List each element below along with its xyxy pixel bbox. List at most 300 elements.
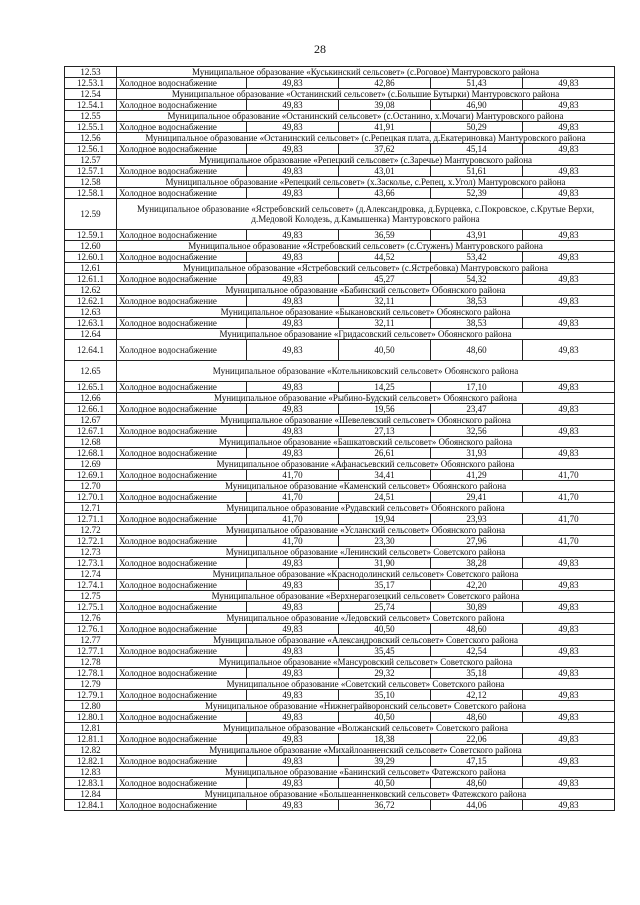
service-name: Холодное водоснабжение — [117, 252, 247, 263]
tariff-value-3: 51,43 — [431, 78, 523, 89]
tariff-row — [65, 426, 615, 437]
tariff-value-3: 44,06 — [431, 800, 523, 811]
row-number: 12.66 — [65, 393, 117, 404]
row-number: 12.82 — [65, 745, 117, 756]
municipality-title: Муниципальное образование «Советский сельсовет» Советского района — [117, 679, 615, 690]
municipality-title: Муниципальное образование «Верхнерагозецкий сельсовет» Советского района — [117, 591, 615, 602]
tariff-value-4: 49,83 — [523, 296, 615, 307]
tariff-row — [65, 404, 615, 415]
municipality-row — [65, 613, 615, 624]
tariff-row — [65, 492, 615, 503]
municipality-title: Муниципальное образование «Быкановский сельсовет» Обоянского района — [117, 307, 615, 318]
row-number: 12.55.1 — [65, 122, 117, 133]
tariff-value-4: 49,83 — [523, 274, 615, 285]
tariff-value-3: 29,41 — [431, 492, 523, 503]
municipality-row — [65, 329, 615, 340]
row-number: 12.61.1 — [65, 274, 117, 285]
tariff-value-4: 49,83 — [523, 382, 615, 393]
service-name: Холодное водоснабжение — [117, 514, 247, 525]
row-number: 12.56 — [65, 133, 117, 144]
tariff-value-2: 25,74 — [339, 602, 431, 613]
row-number: 12.83 — [65, 767, 117, 778]
tariff-value-3: 48,60 — [431, 778, 523, 789]
municipality-title: Муниципальное образование «Шевелевский сельсовет» Обоянского района — [117, 415, 615, 426]
service-name: Холодное водоснабжение — [117, 382, 247, 393]
row-number: 12.62.1 — [65, 296, 117, 307]
tariff-value-2: 27,13 — [339, 426, 431, 437]
tariff-value-2: 19,94 — [339, 514, 431, 525]
tariff-value-2: 40,50 — [339, 340, 431, 361]
service-name: Холодное водоснабжение — [117, 778, 247, 789]
row-number: 12.81 — [65, 723, 117, 734]
municipality-title: Муниципальное образование «Репецкий сельсовет» (с.Заречье) Мантуровского района — [117, 155, 615, 166]
municipality-row — [65, 67, 615, 78]
municipality-row — [65, 547, 615, 558]
tariff-value-2: 42,86 — [339, 78, 431, 89]
tariff-value-4: 49,83 — [523, 252, 615, 263]
municipality-title: Муниципальное образование «Котельниковский сельсовет» Обоянского района — [117, 361, 615, 382]
tariff-row — [65, 382, 615, 393]
row-number: 12.68.1 — [65, 448, 117, 459]
tariff-row — [65, 734, 615, 745]
tariff-value-1: 49,83 — [247, 756, 339, 767]
service-name: Холодное водоснабжение — [117, 426, 247, 437]
tariff-value-3: 48,60 — [431, 624, 523, 635]
municipality-row — [65, 789, 615, 800]
municipality-title: Муниципальное образование «Останинский сельсовет» (с.Большие Бутырки) Мантуровского района — [117, 89, 615, 100]
municipality-row — [65, 723, 615, 734]
tariff-value-4: 49,83 — [523, 558, 615, 569]
tariff-row — [65, 778, 615, 789]
tariff-row — [65, 756, 615, 767]
tariff-value-2: 23,30 — [339, 536, 431, 547]
tariff-value-1: 49,83 — [247, 252, 339, 263]
row-number: 12.75 — [65, 591, 117, 602]
service-name: Холодное водоснабжение — [117, 448, 247, 459]
municipality-row — [65, 679, 615, 690]
municipality-row — [65, 591, 615, 602]
municipality-row — [65, 701, 615, 712]
tariff-row — [65, 122, 615, 133]
municipality-row — [65, 767, 615, 778]
row-number: 12.59 — [65, 199, 117, 230]
row-number: 12.57.1 — [65, 166, 117, 177]
tariff-table — [64, 66, 615, 811]
row-number: 12.77 — [65, 635, 117, 646]
tariff-row — [65, 318, 615, 329]
tariff-value-2: 39,29 — [339, 756, 431, 767]
tariff-value-2: 40,50 — [339, 712, 431, 723]
tariff-value-2: 36,59 — [339, 230, 431, 241]
tariff-value-3: 53,42 — [431, 252, 523, 263]
municipality-title: Муниципальное образование «Волжанский сельсовет» Советского района — [117, 723, 615, 734]
tariff-value-1: 49,83 — [247, 668, 339, 679]
tariff-value-3: 52,39 — [431, 188, 523, 199]
row-number: 12.70.1 — [65, 492, 117, 503]
row-number: 12.74.1 — [65, 580, 117, 591]
service-name: Холодное водоснабжение — [117, 580, 247, 591]
municipality-row — [65, 459, 615, 470]
service-name: Холодное водоснабжение — [117, 78, 247, 89]
tariff-value-1: 49,83 — [247, 166, 339, 177]
tariff-value-3: 46,90 — [431, 100, 523, 111]
tariff-row — [65, 144, 615, 155]
municipality-title: Муниципальное образование «Останинский сельсовет» (с.Останино, х.Мочаги) Мантуровского района — [117, 111, 615, 122]
row-number: 12.75.1 — [65, 602, 117, 613]
tariff-value-4: 49,83 — [523, 188, 615, 199]
tariff-value-3: 23,47 — [431, 404, 523, 415]
tariff-row — [65, 340, 615, 361]
tariff-value-4: 49,83 — [523, 122, 615, 133]
municipality-row — [65, 361, 615, 382]
row-number: 12.60.1 — [65, 252, 117, 263]
row-number: 12.71.1 — [65, 514, 117, 525]
tariff-value-1: 49,83 — [247, 734, 339, 745]
tariff-value-3: 42,54 — [431, 646, 523, 657]
tariff-row — [65, 166, 615, 177]
tariff-value-4: 49,83 — [523, 624, 615, 635]
tariff-value-2: 41,91 — [339, 122, 431, 133]
tariff-value-4: 49,83 — [523, 100, 615, 111]
tariff-value-1: 49,83 — [247, 778, 339, 789]
row-number: 12.65.1 — [65, 382, 117, 393]
tariff-value-4: 49,83 — [523, 404, 615, 415]
tariff-value-4: 41,70 — [523, 536, 615, 547]
tariff-value-2: 29,32 — [339, 668, 431, 679]
municipality-title: Муниципальное образование «Мансуровский сельсовет» Советского района — [117, 657, 615, 668]
tariff-row — [65, 602, 615, 613]
municipality-row — [65, 481, 615, 492]
tariff-row — [65, 252, 615, 263]
tariff-row — [65, 296, 615, 307]
tariff-value-4: 49,83 — [523, 230, 615, 241]
municipality-title: Муниципальное образование «Ленинский сельсовет» Советского района — [117, 547, 615, 558]
tariff-value-1: 49,83 — [247, 558, 339, 569]
row-number: 12.76 — [65, 613, 117, 624]
tariff-value-3: 17,10 — [431, 382, 523, 393]
tariff-value-4: 49,83 — [523, 340, 615, 361]
tariff-value-2: 34,41 — [339, 470, 431, 481]
tariff-value-2: 35,10 — [339, 690, 431, 701]
service-name: Холодное водоснабжение — [117, 734, 247, 745]
tariff-value-1: 49,83 — [247, 122, 339, 133]
municipality-title: Муниципальное образование «Гридасовский сельсовет» Обоянского района — [117, 329, 615, 340]
municipality-title: Муниципальное образование «Башкатовский сельсовет» Обоянского района — [117, 437, 615, 448]
row-number: 12.69 — [65, 459, 117, 470]
tariff-row — [65, 448, 615, 459]
tariff-value-2: 19,56 — [339, 404, 431, 415]
municipality-row — [65, 285, 615, 296]
row-number: 12.63.1 — [65, 318, 117, 329]
row-number: 12.60 — [65, 241, 117, 252]
tariff-value-4: 49,83 — [523, 448, 615, 459]
service-name: Холодное водоснабжение — [117, 340, 247, 361]
tariff-value-4: 49,83 — [523, 426, 615, 437]
municipality-row — [65, 155, 615, 166]
municipality-title: Муниципальное образование «Репецкий сельсовет» (х.Засколье, с.Репец, х.Угол) Мантуровского района — [117, 177, 615, 188]
service-name: Холодное водоснабжение — [117, 690, 247, 701]
service-name: Холодное водоснабжение — [117, 274, 247, 285]
service-name: Холодное водоснабжение — [117, 144, 247, 155]
municipality-title: Муниципальное образование «Краснодолинский сельсовет» Советского района — [117, 569, 615, 580]
row-number: 12.73.1 — [65, 558, 117, 569]
municipality-row — [65, 503, 615, 514]
tariff-value-4: 49,83 — [523, 778, 615, 789]
municipality-row — [65, 263, 615, 274]
row-number: 12.81.1 — [65, 734, 117, 745]
tariff-value-1: 49,83 — [247, 78, 339, 89]
row-number: 12.82.1 — [65, 756, 117, 767]
municipality-row — [65, 745, 615, 756]
tariff-value-3: 42,12 — [431, 690, 523, 701]
tariff-value-1: 49,83 — [247, 602, 339, 613]
row-number: 12.72.1 — [65, 536, 117, 547]
tariff-value-1: 49,83 — [247, 690, 339, 701]
service-name: Холодное водоснабжение — [117, 624, 247, 635]
municipality-row — [65, 569, 615, 580]
tariff-row — [65, 188, 615, 199]
row-number: 12.66.1 — [65, 404, 117, 415]
tariff-value-3: 32,56 — [431, 426, 523, 437]
tariff-value-4: 49,83 — [523, 78, 615, 89]
row-number: 12.58 — [65, 177, 117, 188]
municipality-title: Муниципальное образование «Усланский сельсовет» Обоянского района — [117, 525, 615, 536]
municipality-title: Муниципальное образование «Александровский сельсовет» Советского района — [117, 635, 615, 646]
tariff-value-1: 49,83 — [247, 296, 339, 307]
municipality-row — [65, 415, 615, 426]
service-name: Холодное водоснабжение — [117, 756, 247, 767]
tariff-row — [65, 712, 615, 723]
row-number: 12.74 — [65, 569, 117, 580]
row-number: 12.53 — [65, 67, 117, 78]
tariff-value-1: 49,83 — [247, 646, 339, 657]
tariff-row — [65, 668, 615, 679]
row-number: 12.61 — [65, 263, 117, 274]
tariff-row — [65, 274, 615, 285]
row-number: 12.64.1 — [65, 340, 117, 361]
municipality-row — [65, 635, 615, 646]
municipality-title: Муниципальное образование «Ястребовский сельсовет» (с.Ястребовка) Мантуровского района — [117, 263, 615, 274]
service-name: Холодное водоснабжение — [117, 646, 247, 657]
row-number: 12.59.1 — [65, 230, 117, 241]
tariff-value-4: 49,83 — [523, 144, 615, 155]
tariff-value-2: 31,90 — [339, 558, 431, 569]
municipality-row — [65, 177, 615, 188]
tariff-value-3: 41,29 — [431, 470, 523, 481]
tariff-value-1: 49,83 — [247, 188, 339, 199]
tariff-value-2: 32,11 — [339, 318, 431, 329]
municipality-row — [65, 89, 615, 100]
municipality-row — [65, 241, 615, 252]
tariff-value-4: 41,70 — [523, 514, 615, 525]
row-number: 12.68 — [65, 437, 117, 448]
service-name: Холодное водоснабжение — [117, 296, 247, 307]
tariff-value-4: 49,83 — [523, 646, 615, 657]
row-number: 12.76.1 — [65, 624, 117, 635]
service-name: Холодное водоснабжение — [117, 230, 247, 241]
tariff-value-1: 49,83 — [247, 448, 339, 459]
service-name: Холодное водоснабжение — [117, 536, 247, 547]
tariff-value-1: 41,70 — [247, 470, 339, 481]
tariff-row — [65, 536, 615, 547]
row-number: 12.79.1 — [65, 690, 117, 701]
municipality-title: Муниципальное образование «Каменский сельсовет» Обоянского района — [117, 481, 615, 492]
row-number: 12.67 — [65, 415, 117, 426]
tariff-value-3: 38,53 — [431, 318, 523, 329]
tariff-value-4: 49,83 — [523, 602, 615, 613]
row-number: 12.62 — [65, 285, 117, 296]
row-number: 12.80.1 — [65, 712, 117, 723]
municipality-row — [65, 525, 615, 536]
tariff-table-body — [65, 67, 615, 811]
tariff-value-3: 30,89 — [431, 602, 523, 613]
row-number: 12.73 — [65, 547, 117, 558]
row-number: 12.83.1 — [65, 778, 117, 789]
row-number: 12.64 — [65, 329, 117, 340]
municipality-title: Муниципальное образование «Ястребовский сельсовет» (д.Александровка, д.Бурцевка, с.Покровское, с.Крутые Верхи, д.Медовой Колодезь, д.Камышенка) Мантуровского района — [117, 199, 615, 230]
service-name: Холодное водоснабжение — [117, 558, 247, 569]
tariff-value-1: 49,83 — [247, 318, 339, 329]
municipality-row — [65, 437, 615, 448]
row-number: 12.84.1 — [65, 800, 117, 811]
tariff-value-3: 48,60 — [431, 340, 523, 361]
tariff-value-4: 49,83 — [523, 800, 615, 811]
service-name: Холодное водоснабжение — [117, 712, 247, 723]
municipality-row — [65, 307, 615, 318]
tariff-value-2: 35,17 — [339, 580, 431, 591]
tariff-value-2: 43,01 — [339, 166, 431, 177]
row-number: 12.56.1 — [65, 144, 117, 155]
tariff-value-1: 49,83 — [247, 624, 339, 635]
service-name: Холодное водоснабжение — [117, 318, 247, 329]
service-name: Холодное водоснабжение — [117, 470, 247, 481]
municipality-title: Муниципальное образование «Бабинский сельсовет» Обоянского района — [117, 285, 615, 296]
service-name: Холодное водоснабжение — [117, 166, 247, 177]
tariff-value-1: 49,83 — [247, 580, 339, 591]
tariff-value-2: 26,61 — [339, 448, 431, 459]
tariff-value-4: 49,83 — [523, 166, 615, 177]
service-name: Холодное водоснабжение — [117, 404, 247, 415]
row-number: 12.54.1 — [65, 100, 117, 111]
tariff-value-1: 41,70 — [247, 536, 339, 547]
tariff-value-3: 27,96 — [431, 536, 523, 547]
row-number: 12.58.1 — [65, 188, 117, 199]
tariff-value-3: 38,28 — [431, 558, 523, 569]
tariff-value-1: 49,83 — [247, 100, 339, 111]
tariff-value-1: 41,70 — [247, 492, 339, 503]
tariff-value-3: 38,53 — [431, 296, 523, 307]
municipality-title: Муниципальное образование «Большеанненковский сельсовет» Фатежского района — [117, 789, 615, 800]
tariff-value-1: 49,83 — [247, 712, 339, 723]
tariff-value-1: 49,83 — [247, 426, 339, 437]
row-number: 12.80 — [65, 701, 117, 712]
municipality-title: Муниципальное образование «Куськинский сельсовет» (с.Роговое) Мантуровского района — [117, 67, 615, 78]
tariff-value-2: 32,11 — [339, 296, 431, 307]
tariff-value-1: 49,83 — [247, 382, 339, 393]
tariff-value-3: 31,93 — [431, 448, 523, 459]
municipality-title: Муниципальное образование «Михайлоанненский сельсовет» Советского района — [117, 745, 615, 756]
service-name: Холодное водоснабжение — [117, 492, 247, 503]
tariff-value-4: 49,83 — [523, 712, 615, 723]
tariff-value-1: 49,83 — [247, 144, 339, 155]
tariff-value-1: 49,83 — [247, 404, 339, 415]
municipality-row — [65, 133, 615, 144]
tariff-value-1: 49,83 — [247, 274, 339, 285]
tariff-value-2: 40,50 — [339, 624, 431, 635]
service-name: Холодное водоснабжение — [117, 188, 247, 199]
municipality-row — [65, 657, 615, 668]
tariff-value-2: 18,38 — [339, 734, 431, 745]
tariff-value-2: 37,62 — [339, 144, 431, 155]
municipality-title: Муниципальное образование «Ястребовский сельсовет» (с.Стуженъ) Мантуровского района — [117, 241, 615, 252]
row-number: 12.77.1 — [65, 646, 117, 657]
row-number: 12.63 — [65, 307, 117, 318]
row-number: 12.55 — [65, 111, 117, 122]
page-number: 28 — [314, 42, 326, 56]
tariff-value-2: 14,25 — [339, 382, 431, 393]
service-name: Холодное водоснабжение — [117, 668, 247, 679]
row-number: 12.72 — [65, 525, 117, 536]
tariff-row — [65, 624, 615, 635]
tariff-value-3: 23,93 — [431, 514, 523, 525]
tariff-row — [65, 100, 615, 111]
tariff-value-2: 24,51 — [339, 492, 431, 503]
tariff-row — [65, 78, 615, 89]
row-number: 12.65 — [65, 361, 117, 382]
tariff-value-2: 40,50 — [339, 778, 431, 789]
row-number: 12.67.1 — [65, 426, 117, 437]
tariff-row — [65, 690, 615, 701]
municipality-title: Муниципальное образование «Рыбино-Будский сельсовет» Обоянского района — [117, 393, 615, 404]
row-number: 12.79 — [65, 679, 117, 690]
tariff-row — [65, 580, 615, 591]
municipality-title: Муниципальное образование «Рудавский сельсовет» Обоянского района — [117, 503, 615, 514]
row-number: 12.57 — [65, 155, 117, 166]
tariff-value-3: 43,91 — [431, 230, 523, 241]
tariff-value-3: 54,32 — [431, 274, 523, 285]
municipality-row — [65, 393, 615, 404]
municipality-row — [65, 111, 615, 122]
tariff-value-2: 44,52 — [339, 252, 431, 263]
tariff-value-2: 45,27 — [339, 274, 431, 285]
tariff-row — [65, 514, 615, 525]
row-number: 12.78.1 — [65, 668, 117, 679]
tariff-row — [65, 558, 615, 569]
service-name: Холодное водоснабжение — [117, 100, 247, 111]
row-number: 12.84 — [65, 789, 117, 800]
tariff-value-3: 45,14 — [431, 144, 523, 155]
tariff-value-3: 50,29 — [431, 122, 523, 133]
tariff-value-1: 49,83 — [247, 340, 339, 361]
tariff-value-2: 35,45 — [339, 646, 431, 657]
tariff-row — [65, 800, 615, 811]
municipality-title: Муниципальное образование «Афанасьевский сельсовет» Обоянского района — [117, 459, 615, 470]
tariff-row — [65, 646, 615, 657]
tariff-value-3: 51,61 — [431, 166, 523, 177]
tariff-value-4: 49,83 — [523, 756, 615, 767]
municipality-title: Муниципальное образование «Останинский сельсовет» (с.Репецкая плата, д.Екатериновка) Мантуровского района — [117, 133, 615, 144]
tariff-value-3: 42,20 — [431, 580, 523, 591]
tariff-value-4: 41,70 — [523, 470, 615, 481]
tariff-value-2: 36,72 — [339, 800, 431, 811]
tariff-value-4: 49,83 — [523, 734, 615, 745]
row-number: 12.53.1 — [65, 78, 117, 89]
tariff-row — [65, 230, 615, 241]
row-number: 12.78 — [65, 657, 117, 668]
municipality-row — [65, 199, 615, 230]
tariff-value-2: 43,66 — [339, 188, 431, 199]
service-name: Холодное водоснабжение — [117, 122, 247, 133]
